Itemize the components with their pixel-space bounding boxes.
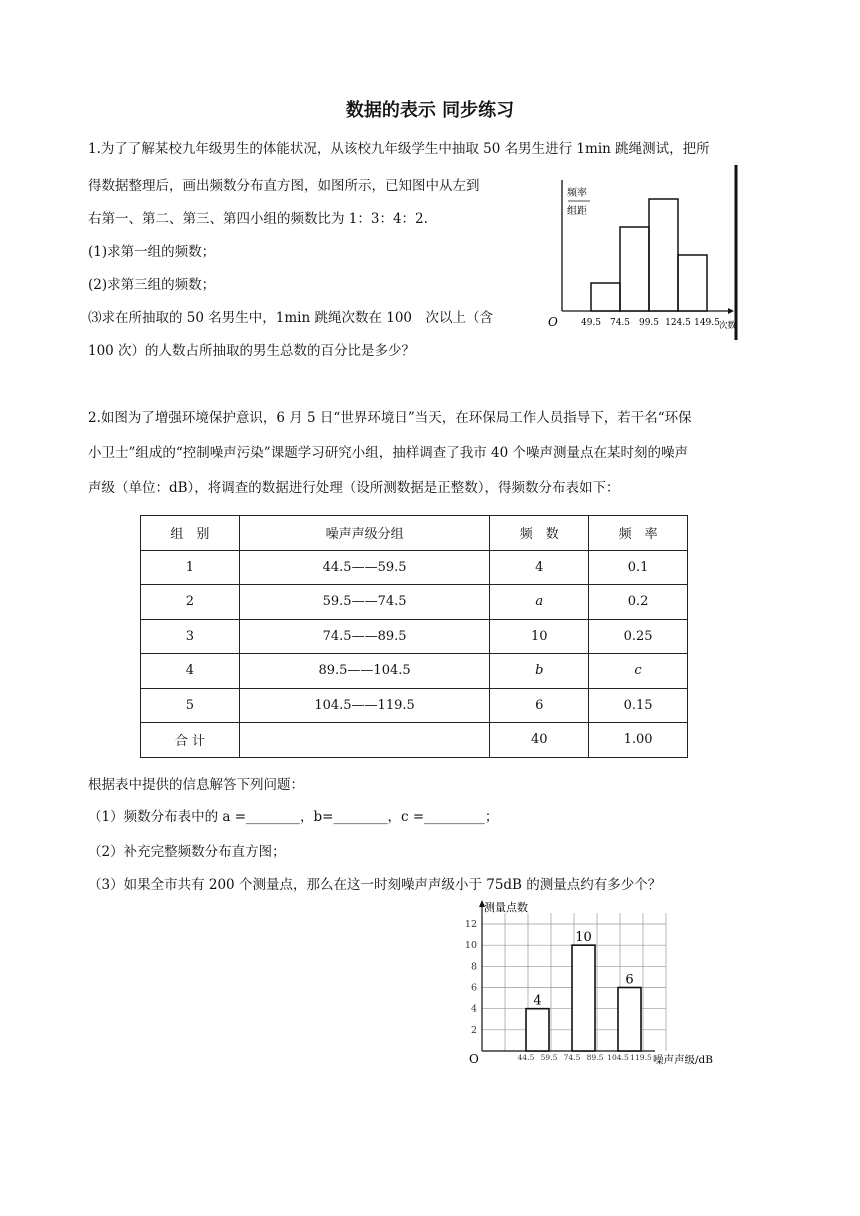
table-header-cell: 组 别	[141, 516, 240, 551]
x-tick-label: 89.5	[586, 1053, 604, 1062]
table-cell: 2	[141, 585, 240, 620]
bar-data-label: 6	[625, 972, 634, 988]
q1-bar	[678, 255, 707, 311]
table-row	[141, 688, 688, 723]
q1-bar	[591, 283, 620, 311]
noise-histogram	[455, 893, 725, 1073]
table-cell: a	[490, 585, 589, 620]
table-row	[141, 619, 688, 654]
table-cell: 89.5——104.5	[239, 654, 490, 689]
table-cell: 104.5——119.5	[239, 688, 490, 723]
table-row	[141, 723, 688, 758]
y-tick-label: 10	[464, 940, 477, 952]
q1-x-tick-label: 149.5	[694, 318, 720, 328]
table-cell: 0.1	[589, 550, 688, 585]
q1-x-tick-label: 74.5	[609, 318, 631, 328]
y-tick-label: 4	[470, 1003, 477, 1015]
q1-origin: O	[548, 315, 558, 329]
q1-histogram	[540, 160, 745, 345]
q1-sub2: (2)求第三组的频数；	[88, 277, 216, 293]
q2-line3: 声级（单位：dB），将调查的数据进行处理（设所测数据是正整数），得频数分布表如下：	[88, 480, 620, 496]
y-tick-label: 12	[464, 919, 477, 930]
table-cell: 59.5——74.5	[239, 585, 490, 620]
table-row	[141, 550, 688, 585]
q1-x-tick-label: 49.5	[580, 318, 602, 328]
x-tick-label: 44.5	[517, 1053, 535, 1062]
q1-y-label-bottom: 组距	[567, 206, 587, 217]
x-tick-label: 74.5	[563, 1053, 581, 1062]
table-row	[141, 654, 688, 689]
table-cell: 4	[490, 550, 589, 585]
table-cell: b	[490, 654, 589, 689]
y-tick-label: 8	[470, 961, 477, 973]
noise-origin: O	[469, 1052, 479, 1066]
q1-sub3-cont: 100 次）的人数占所抽取的男生总数的百分比是多少？	[88, 343, 416, 359]
q1-bar	[649, 199, 678, 311]
table-cell: 6	[490, 688, 589, 723]
q2-line1: 2.如图为了增强环境保护意识，6 月 5 日“世界环境日”当天，在环保局工作人员指导下，若干名“环保	[88, 410, 692, 426]
table-cell: 5	[141, 688, 240, 723]
noise-bar	[618, 988, 641, 1052]
table-row	[141, 585, 688, 620]
q2-sub3: （3）如果全市共有 200 个测量点，那么在这一时刻噪声声级小于 75dB 的测量点约有多少个？	[88, 877, 662, 893]
x-tick-label: 119.5	[630, 1053, 652, 1062]
table-cell: 40	[490, 723, 589, 758]
q1-y-label-top: 频率	[567, 188, 587, 199]
bar-data-label: 10	[575, 930, 592, 946]
noise-x-label: 噪声声级/dB	[653, 1054, 713, 1066]
q1-x-label: 次数	[719, 321, 737, 331]
table-cell: 0.15	[589, 688, 688, 723]
q2-line2: 小卫士”组成的“控制噪声污染”课题学习研究小组，抽样调查了我市 40 个噪声测量点在某时刻的噪声	[88, 445, 688, 461]
noise-y-label: 测量点数	[484, 901, 528, 914]
table-header-cell: 频 率	[589, 516, 688, 551]
table-header-row	[141, 516, 688, 551]
q1-x-tick-label: 99.5	[638, 318, 660, 328]
table-cell: 1.00	[589, 723, 688, 758]
x-tick-label: 104.5	[607, 1053, 629, 1062]
q2-sub2: （2）补充完整频数分布直方图；	[88, 844, 286, 860]
table-cell: 0.2	[589, 585, 688, 620]
q2-prompt: 根据表中提供的信息解答下列问题：	[88, 777, 304, 793]
y-tick-label: 6	[470, 982, 477, 994]
table-cell: 3	[141, 619, 240, 654]
q1-sub3: ⑶求在所抽取的 50 名男生中，1min 跳绳次数在 100 次以上（含	[88, 310, 494, 326]
q1-x-arrow-icon	[728, 308, 734, 314]
table-header-cell: 频 数	[490, 516, 589, 551]
table-cell: 10	[490, 619, 589, 654]
y-tick-label: 2	[470, 1024, 477, 1036]
q2-sub1: （1）频数分布表中的 a =________，b=________，c =_________；	[88, 809, 499, 825]
table-cell: 1	[141, 550, 240, 585]
q1-line3: 右第一、第二、第三、第四小组的频数比为 1：3：4：2.	[88, 211, 428, 227]
page-title: 数据的表示 同步练习	[345, 100, 515, 121]
table-cell: c	[589, 654, 688, 689]
noise-bar	[572, 945, 595, 1051]
q1-sub1: (1)求第一组的频数；	[88, 244, 216, 260]
table-cell: 0.25	[589, 619, 688, 654]
bar-data-label: 4	[533, 993, 542, 1009]
q1-bar	[620, 227, 649, 311]
table-cell: 44.5——59.5	[239, 550, 490, 585]
table-cell: 74.5——89.5	[239, 619, 490, 654]
table-cell: 4	[141, 654, 240, 689]
frequency-table	[140, 515, 688, 758]
noise-bar	[526, 1009, 549, 1051]
q1-line2: 得数据整理后，画出频数分布直方图，如图所示，已知图中从左到	[88, 178, 480, 194]
table-cell: 合 计	[141, 723, 240, 758]
x-tick-label: 59.5	[540, 1053, 558, 1062]
q1-line1: 1.为了了解某校九年级男生的体能状况，从该校九年级学生中抽取 50 名男生进行 1min 跳绳测试，把所	[88, 141, 710, 157]
table-cell	[239, 723, 490, 758]
table-header-cell: 噪声声级分组	[239, 516, 490, 551]
q1-x-tick-label: 124.5	[665, 318, 691, 328]
